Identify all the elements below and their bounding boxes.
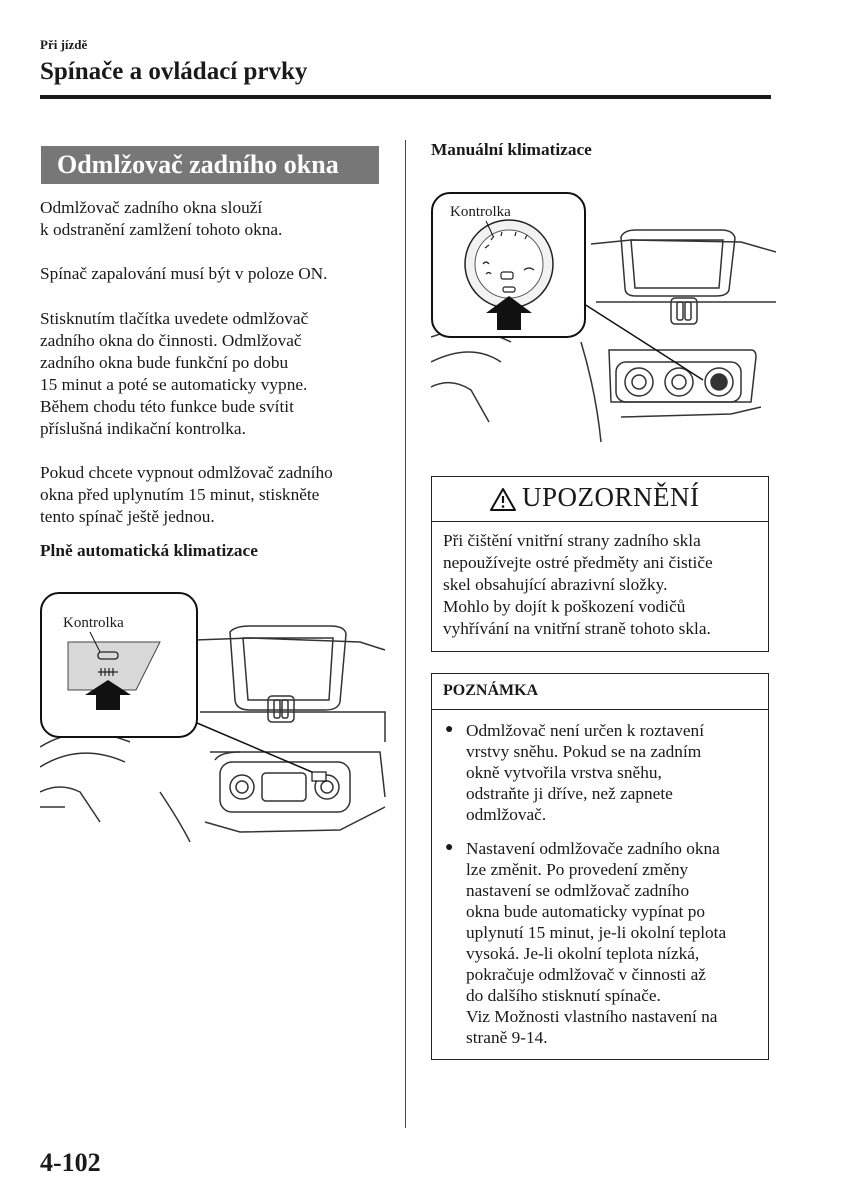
page-title: Spínače a ovládací prvky	[40, 58, 308, 85]
section-title: Odmlžovač zadního okna	[57, 150, 339, 179]
auto-callout-label: Kontrolka	[63, 615, 124, 631]
paragraph-turn-off: Pokud chcete vypnout odmlžovač zadního okna před uplynutím 15 minut, stiskněte tento spínač ještě jednou.	[40, 463, 333, 526]
note-box	[431, 673, 769, 1060]
manual-climate-figure	[431, 192, 776, 452]
heading-auto-climate: Plně automatická klimatizace	[40, 541, 258, 560]
note-item: Odmlžovač není určen k roztavení vrstvy sněhu. Pokud se na zadním okně vytvořila vrstva sněhu, odstraňte ji dříve, než zapnete odmlžovač.	[466, 721, 704, 824]
paragraph-purpose: Odmlžovač zadního okna slouží k odstranění zamlžení tohoto okna.	[40, 198, 283, 239]
heading-manual-climate: Manuální klimatizace	[431, 140, 592, 159]
bullet-icon: ●	[445, 840, 454, 855]
caution-text: Při čištění vnitřní strany zadního skla nepoužívejte ostré předměty ani čističe skel obsahující abrazivní složky. Mohlo by dojít k poškození vodičů vyhřívání na vnitřní straně tohoto skla.	[443, 531, 713, 638]
caution-box	[431, 476, 769, 652]
auto-climate-figure	[40, 592, 390, 842]
note-title: POZNÁMKA	[443, 682, 539, 699]
note-header	[432, 674, 768, 710]
paragraph-ignition: Spínač zapalování musí být v poloze ON.	[40, 264, 328, 283]
page-number: 4-102	[40, 1148, 101, 1177]
column-divider	[405, 140, 406, 1128]
warning-triangle-icon	[489, 487, 517, 512]
breadcrumb: Při jízdě	[40, 37, 88, 52]
caution-title: UPOZORNĚNÍ	[522, 482, 700, 512]
note-item: Nastavení odmlžovače zadního okna lze změnit. Po provedení změny nastavení se odmlžovač zadního okna bude automaticky vypínat po uplynutí 15 minut, je-li okolní teplota vysoká. Je-li okolní teplota nízká, pokračuje odmlžovač v činnosti až do dalšího stisknutí spínače. Viz Možnosti vlastního nastavení na straně 9-14.	[466, 839, 727, 1047]
title-rule	[40, 95, 771, 99]
bullet-icon: ●	[445, 722, 454, 737]
paragraph-operation: Stisknutím tlačítka uvedete odmlžovač zadního okna do činnosti. Odmlžovač zadního okna bude funkční po dobu 15 minut a poté se automaticky vypne. Během chodu této funkce bude svítit příslušná indikační kontrolka.	[40, 309, 309, 438]
manual-callout-label: Kontrolka	[450, 204, 511, 220]
caution-header	[432, 477, 768, 522]
